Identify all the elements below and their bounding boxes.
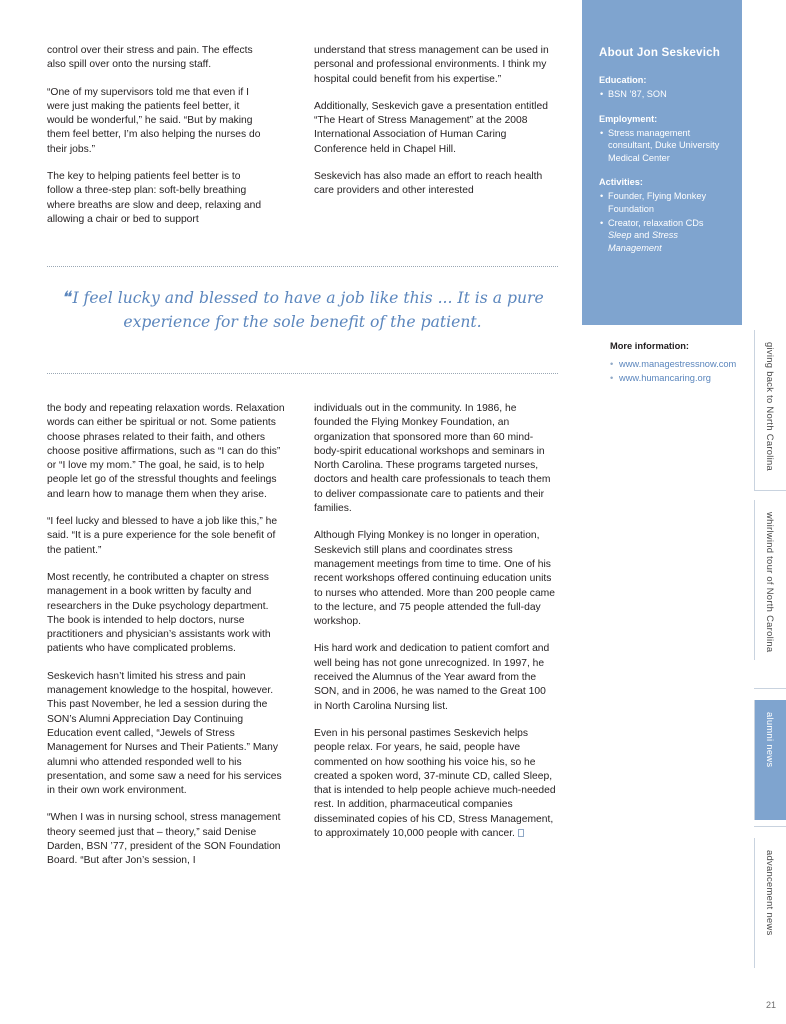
more-information-title: More information: [610,341,690,351]
paragraph: Seskevich hasn’t limited his stress and pain management knowledge to the hospital, however. This past November, he led a session during the SON’s Alumni Appreciation Day Continuing Education event called, “Jewels of Stress Management for Nurses and Their Patients.” Many alumni who attended responded well to his presentation, and some saw a need for his services in their own work environment. [47,670,282,797]
external-link[interactable]: www.managestressnow.com [619,359,737,369]
body-column-top-middle [314,44,554,199]
body-column-bottom-left [47,402,287,869]
paragraph: individuals out in the community. In 1986, he founded the Flying Monkey Foundation, an organization that sponsored more than 60 mind-body-spirit educational workshops and seminars in North Carolina. These programs targeted nurses, doctors and health care professionals to teach them to deliver compassionate care to patients and their families. [314,403,551,515]
tab-divider [754,688,786,689]
quote-mark-icon: ❝ [61,288,70,308]
list-item [608,217,725,255]
section-tab-alumni-news[interactable] [754,700,786,820]
sidebar-group-employment [599,114,725,165]
list-item: • Stress management consultant, Duke University Medical Center [608,127,725,165]
external-link[interactable]: www.humancaring.org [619,373,711,383]
list-item: • BSN ’87, SON [608,88,725,101]
item-title-emphasis-2: Stress Management [608,230,678,253]
paragraph-text: Even in his personal pastimes Seskevich helps people relax. For years, he said, people have commented on how soothing his voice his, so he created a spoken word, 37-minute CD, called Sleep, that is intended to help people achieve much-needed rest. In addition, pharmaceutical companies disseminated copies of his CD, Stress Management, to approximately 10,000 people with cancer. [314,727,556,840]
section-tab-label: giving back to North Carolina [765,342,776,472]
item-title-emphasis: Sleep [608,230,632,241]
body-column-bottom-middle [314,402,556,841]
paragraph: control over their stress and pain. The effects also spill over onto the nursing staff. [47,45,253,71]
section-tab-label: alumni news [765,712,776,768]
section-tab-advancement-news[interactable] [754,838,786,968]
paragraph: The key to helping patients feel better is to follow a three-step plan: soft-belly breathing where breaths are slow and deep, relaxing and allowing a chair or bed to support [47,171,262,225]
pullquote-text: I feel lucky and blessed to have a job like this ... It is a pure experience for the sole benefit of the patient. [72,289,544,331]
section-tab-label: advancement news [765,850,776,936]
paragraph: Seskevich has also made an effort to reach health care providers and other interested [314,171,543,197]
paragraph-with-endmark [314,727,556,841]
section-tab-giving-back[interactable] [754,330,786,490]
sidebar-group-title: Activities: [599,177,643,188]
pullquote [47,286,558,334]
divider-below-pullquote [47,373,558,374]
about-sidebar [582,0,742,325]
sidebar-group-list [599,190,725,254]
item-text: Creator, relaxation CDs [608,217,704,228]
sidebar-group-title: Education: [599,75,647,85]
tab-divider [754,490,786,491]
paragraph: Most recently, he contributed a chapter on stress management in a book written by faculty and researchers in the Duke psychology department. The book is intended to help doctors, nurse practitioners and physician’s assistants work with patients who have complicated problems. [47,571,271,655]
item-text-mid: and [631,230,652,241]
body-column-top-left [47,44,263,227]
section-tab-whirlwind-tour[interactable] [754,500,786,660]
paragraph: understand that stress management can be used in personal and professional environments. I think my hospital could benefit from his expertise.” [314,45,549,85]
paragraph: Although Flying Monkey is no longer in operation, Seskevich still plans and coordinates stress management meetings from time to time. One of his recent workshops offered continuing education units to nurses who attended. More than 200 people came to the lecture, and 75 people attended the full-day workshop. [314,530,555,628]
sidebar-group-activities [599,177,725,254]
paragraph: “One of my supervisors told me that even if I were just making the patients feel better, it would be wonderful,” he said. “But by making them feel better, I’m also helping the nurses do their jobs.” [47,86,261,155]
sidebar-group-list [599,88,725,101]
page-number: 21 [765,1000,776,1010]
divider-above-pullquote [47,266,558,267]
sidebar-group-title: Employment: [599,113,658,124]
paragraph: the body and repeating relaxation words. Relaxation words can either be spiritual or not. Some patients choose phrases related to their faith, and others choose positive affirmations, such as “I can do this” or “I love my mom.” The goal, he said, is to help people let go of the stressful thoughts and feelings and learn how to manage them when they arise. [47,403,285,500]
end-of-article-icon [518,829,524,837]
sidebar-group-education [599,75,725,101]
section-tab-label: whirlwind tour of North Carolina [765,512,776,653]
sidebar-group-list [599,127,725,165]
list-item: • Founder, Flying Monkey Foundation [608,190,725,215]
tab-divider [754,826,786,827]
paragraph: “I feel lucky and blessed to have a job like this,” he said. “It is a pure experience for the sole benefit of the patient.” [47,516,278,556]
paragraph: His hard work and dedication to patient comfort and well being has not gone unrecognized. In 1997, he received the Alumnus of the Year award from the SON, and in 2006, he was named to the Great 100 in North Carolina Nursing list. [314,643,550,712]
paragraph: Additionally, Seskevich gave a presentation entitled “The Heart of Stress Management” at the 2008 International Association of Human Caring Conference held in Chapel Hill. [314,100,548,155]
paragraph: “When I was in nursing school, stress management theory seemed just that – theory,” said Denise Darden, BSN ’77, president of the SON Foundation Board. “But after Jon’s session, I [47,812,281,867]
sidebar-title: About Jon Seskevich [599,46,721,59]
